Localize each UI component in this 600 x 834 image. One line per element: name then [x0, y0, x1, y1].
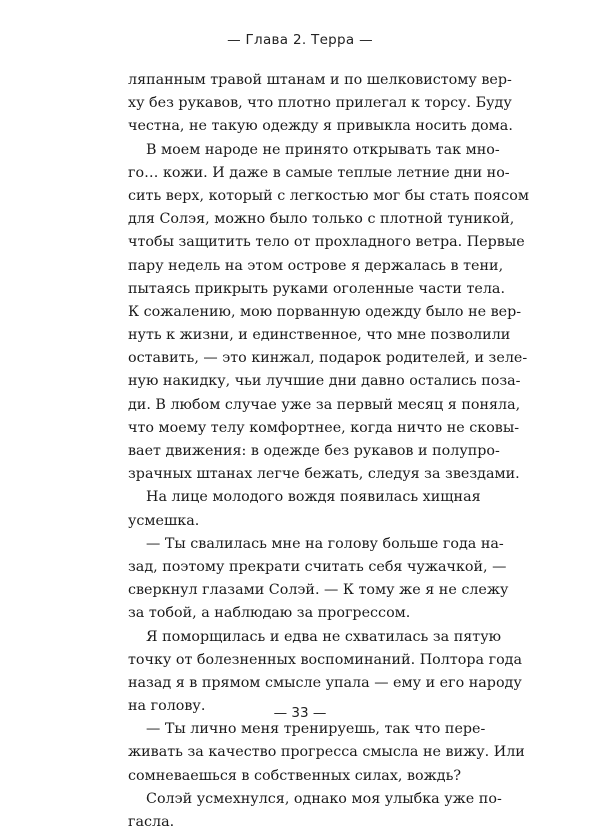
- text-line: — Ты лично меня тренируешь, так что пере-: [146, 721, 486, 738]
- text-line: живать за качество прогресса смысла не вижу. Или: [128, 744, 525, 761]
- text-line: зрачных штанах легче бежать, следуя за звездами.: [128, 466, 520, 483]
- text-line: честна, не такую одежду я привыкла носить дома.: [128, 118, 513, 135]
- text-line: К сожалению, мою порванную одежду было не вер-: [128, 303, 522, 320]
- text-line: В моем народе не принято открывать так мно-: [146, 141, 500, 158]
- text-line: вает движения: в одежде без рукавов и полупро-: [128, 443, 500, 459]
- text-line: го… кожи. И даже в самые теплые летние дни но-: [128, 164, 510, 181]
- text-line: нуть к жизни, и единственное, что мне позволили: [128, 327, 511, 344]
- text-line: — Ты свалилась мне на голову больше года на-: [146, 535, 504, 552]
- text-line: Солэй усмехнулся, однако моя улыбка уже по-: [146, 790, 502, 807]
- text-line: зад, поэтому прекрати считать себя чужачкой, —: [128, 558, 507, 575]
- text-line: оставить, — это кинжал, подарок родителей, и зеле-: [128, 350, 528, 367]
- text-line: пытаясь прикрыть руками оголенные части тела.: [128, 280, 506, 297]
- text-line: Я поморщилась и едва не схватилась за пятую: [146, 628, 502, 645]
- text-line: за тобой, а наблюдаю за прогрессом.: [128, 605, 411, 622]
- text-line: усмешка.: [128, 512, 200, 529]
- text-line: на голову.: [128, 698, 206, 715]
- text-line: назад я в прямом смысле упала — ему и его народу: [128, 674, 522, 691]
- text-line: чтобы защитить тело от прохладного ветра. Первые: [128, 234, 525, 251]
- text-line: На лице молодого вождя появилась хищная: [146, 489, 481, 506]
- text-line: ляпанным травой штанам и по шелковистому вер-: [128, 72, 512, 88]
- text-line: сить верх, который с легкостью мог бы стать поясом: [128, 187, 529, 204]
- text-line: ху без рукавов, что плотно прилегал к торсу. Буду: [128, 95, 512, 112]
- text-line: пару недель на этом острове я держалась в тени,: [128, 257, 504, 274]
- text-line: сомневаешься в собственных силах, вождь?: [128, 767, 462, 784]
- text-line: что моему телу комфортнее, когда ничто не сковы-: [128, 419, 520, 436]
- text-line: ную накидку, чьи лучшие дни давно остались поза-: [128, 373, 521, 390]
- page-number: — 33 —: [273, 705, 327, 721]
- text-line: точку от болезненных воспоминаний. Полтора года: [128, 651, 523, 668]
- running-header: — Глава 2. Терра —: [227, 32, 373, 48]
- text-line: ди. В любом случае уже за первый месяц я поняла,: [128, 396, 521, 413]
- text-line: сверкнул глазами Солэй. — К тому же я не слежу: [128, 582, 509, 599]
- text-line: гасла.: [128, 814, 175, 830]
- text-line: для Солэя, можно было только с плотной туникой,: [128, 211, 515, 228]
